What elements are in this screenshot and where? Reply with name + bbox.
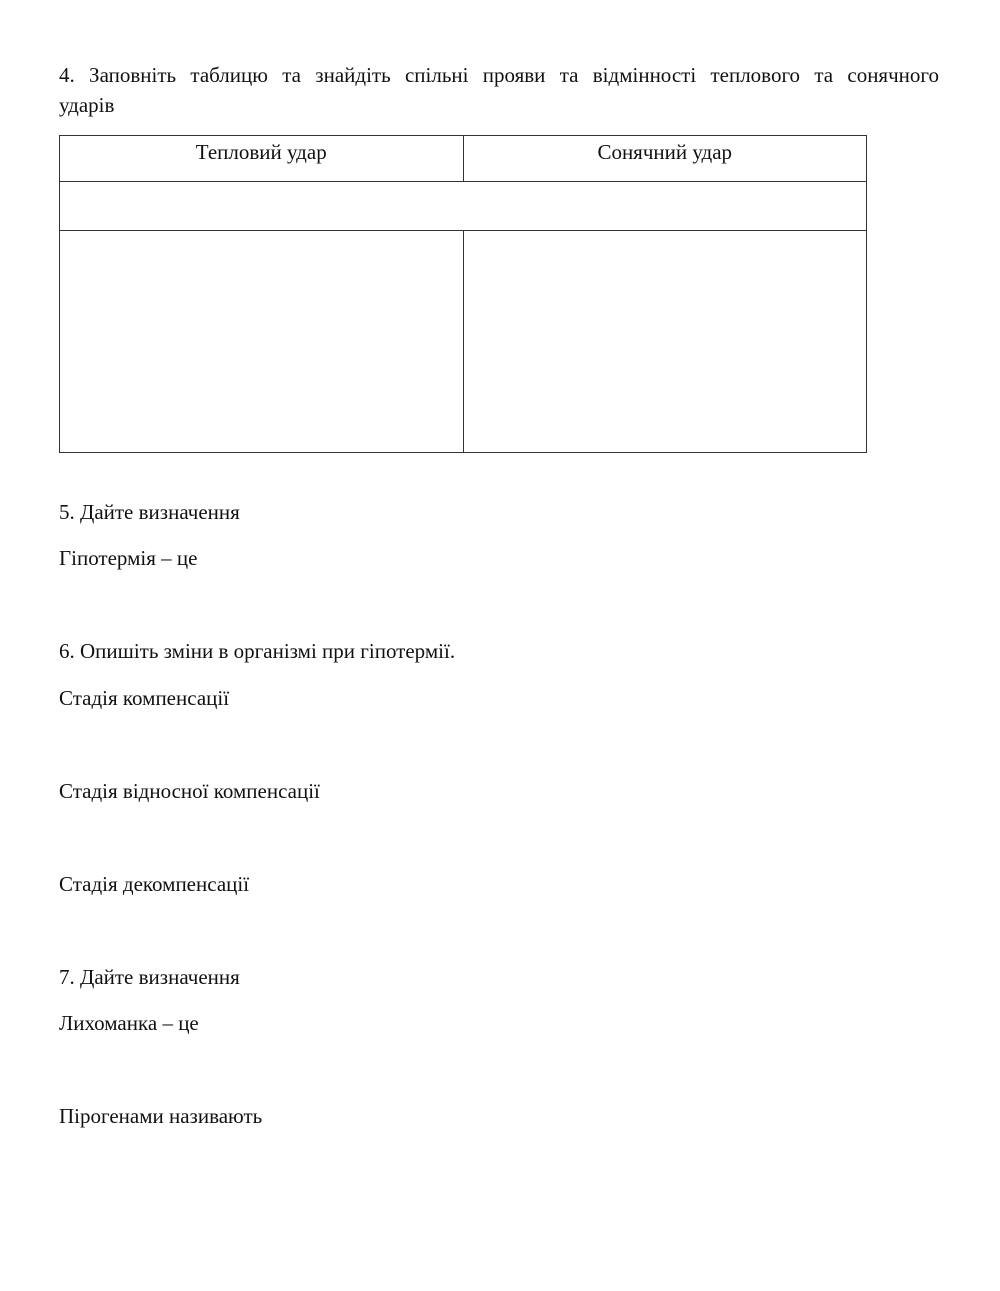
heat-stroke-differences-cell[interactable] — [60, 231, 464, 453]
header-heat-stroke: Тепловий удар — [60, 136, 464, 182]
header-sun-stroke: Сонячний удар — [463, 136, 867, 182]
question-4 — [59, 60, 939, 120]
differences-row — [60, 231, 867, 453]
question-5-title: 5. Дайте визначення — [59, 500, 240, 524]
comparison-table — [59, 135, 867, 453]
stage-decompensation: Стадія декомпенсації — [59, 872, 250, 896]
stage-relative-compensation: Стадія відносної компенсації — [59, 779, 320, 803]
fever-definition-prompt: Лихоманка – це — [59, 1011, 199, 1035]
hypothermia-definition-prompt: Гіпотермія – це — [59, 546, 198, 570]
table-header-row — [60, 136, 867, 182]
question-4-line-2: ударів — [59, 93, 115, 117]
question-6-title: 6. Опишіть зміни в організмі при гіпотермії. — [59, 639, 456, 663]
question-4-line-1: 4. Заповніть таблицю та знайдіть спільні прояви та відмінності теплового та сонячного — [59, 63, 939, 87]
common-symptoms-cell[interactable] — [60, 182, 867, 231]
sun-stroke-differences-cell[interactable] — [463, 231, 867, 453]
stage-compensation: Стадія компенсації — [59, 686, 230, 710]
pyrogens-definition-prompt: Пірогенами називають — [59, 1104, 263, 1128]
question-7-title: 7. Дайте визначення — [59, 965, 240, 989]
common-symptoms-row — [60, 182, 867, 231]
